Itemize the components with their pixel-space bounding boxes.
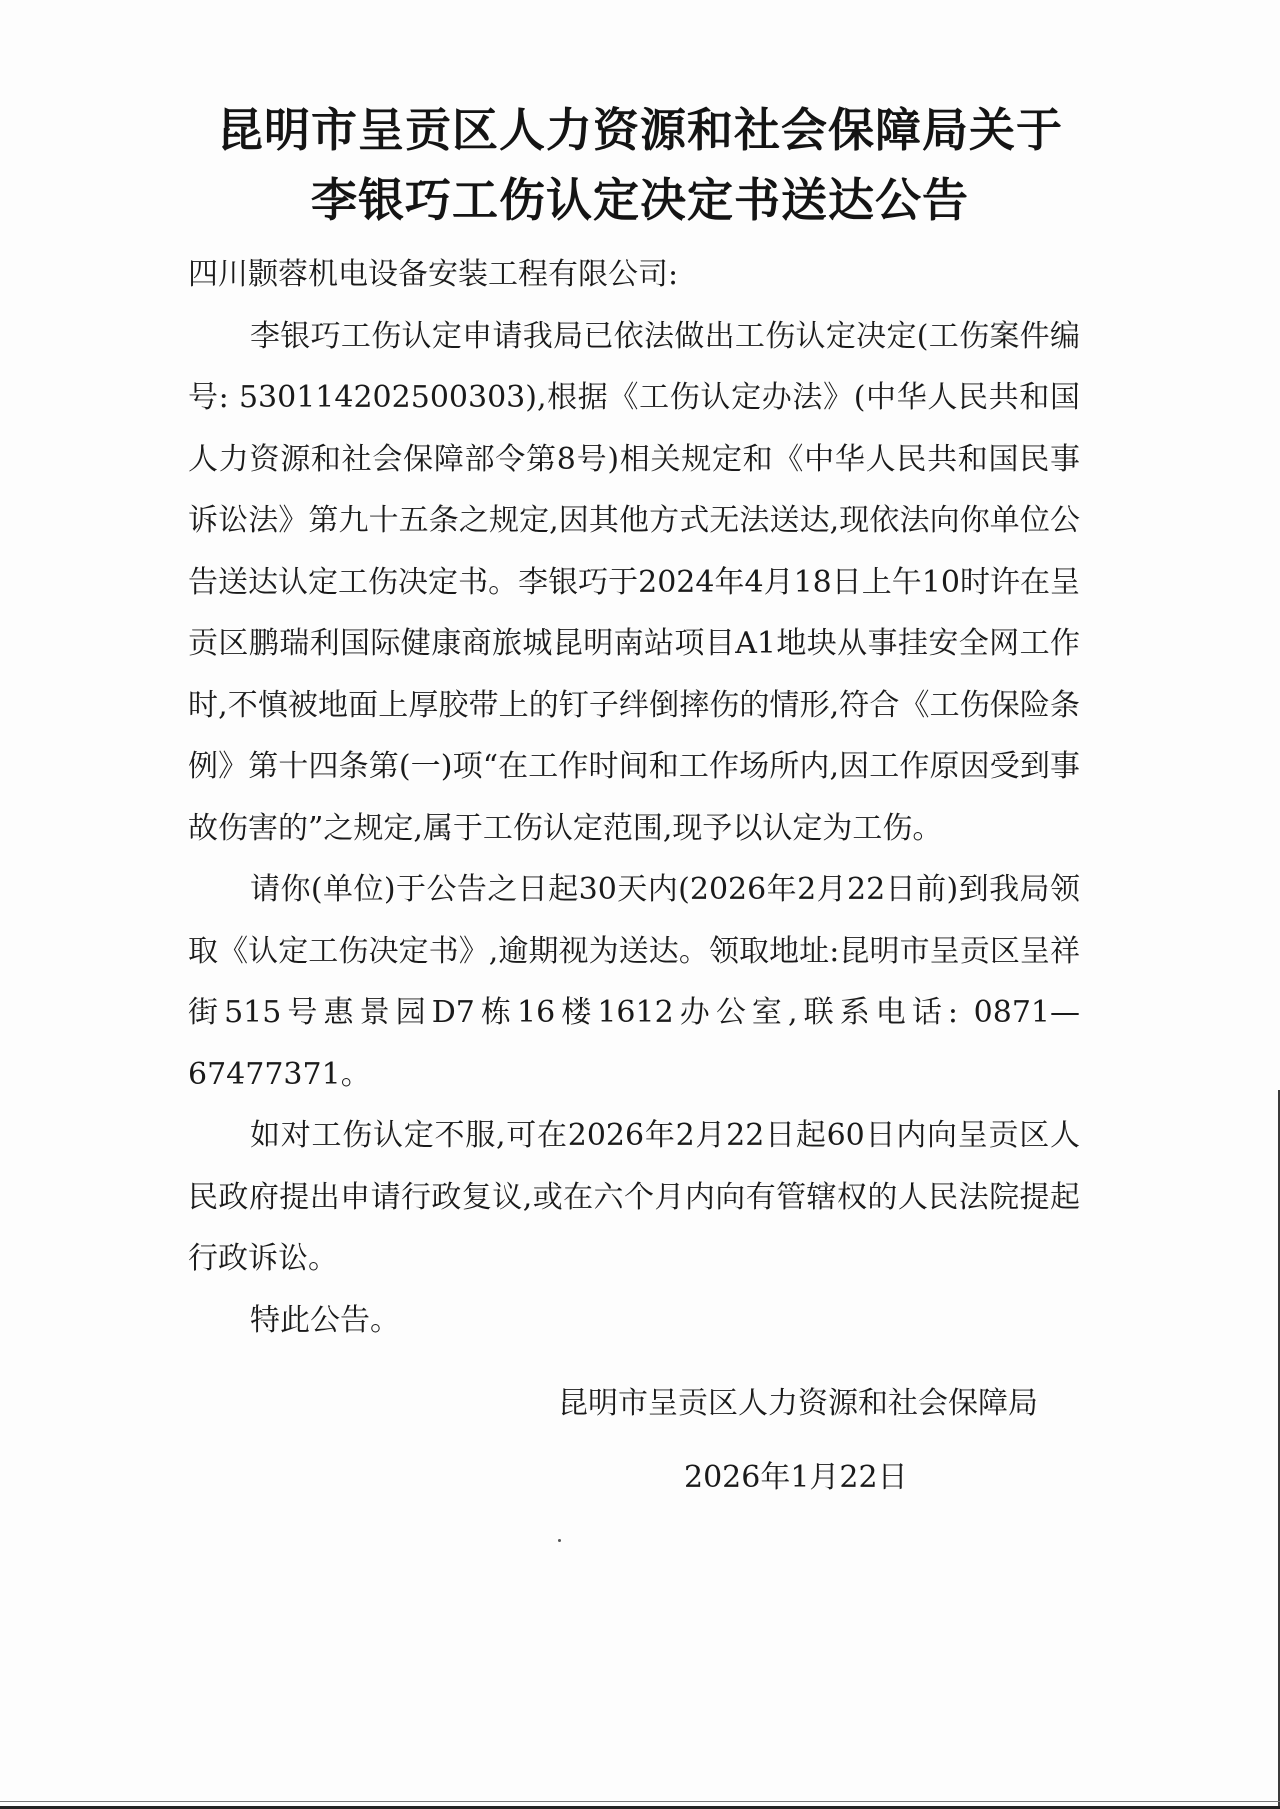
paragraph-appeal: 如对工伤认定不服,可在2026年2月22日起60日内向呈贡区人民政府提出申请行政复议,或在六个月内向有管辖权的人民法院提起行政诉讼。	[188, 1118, 1080, 1276]
issuer-signature: 昆明市呈贡区人力资源和社会保障局	[558, 1386, 1038, 1421]
paragraph-decision: 李银巧工伤认定申请我局已依法做出工伤认定决定(工伤案件编号: 530114202500303),根据《工伤认定办法》(中华人民共和国人力资源和社会保障部令第8号)相关规定和《中华人民共和国民事诉讼法》第九十五条之规定,因其他方式无法送达,现依法向你单位公告送达认定工伤决定书。李银巧于2024年4月18日上午10时许在呈贡区鹏瑞利国际健康商旅城昆明南站项目A1地块从事挂安全网工作时,不慎被地面上厚胶带上的钉子绊倒摔伤的情形,符合《工伤保险条例》第十四条第(一)项“在工作时间和工作场所内,因工作原因受到事故伤害的”之规定,属于工伤认定范围,现予以认定为工伤。	[188, 318, 1080, 846]
document-body	[188, 244, 1080, 1351]
scan-edge-bottom-inner	[0, 1801, 1280, 1802]
paragraph-closing: 特此公告。	[250, 1302, 400, 1338]
document-title-line-1: 昆明市呈贡区人力资源和社会保障局关于	[217, 103, 1063, 157]
scan-speck	[558, 1539, 561, 1542]
document-title-line-2: 李银巧工伤认定决定书送达公告	[311, 173, 969, 227]
paragraph-collection: 请你(单位)于公告之日起30天内(2026年2月22日前)到我局领取《认定工伤决定书》,逾期视为送达。领取地址:昆明市呈贡区呈祥街515号惠景园D7栋16楼1612办公室,联系电话: 0871—67477371。	[188, 872, 1080, 1092]
recipient: 四川颢蓉机电设备安装工程有限公司:	[188, 257, 679, 292]
issue-date: 2026年1月22日	[684, 1460, 908, 1495]
